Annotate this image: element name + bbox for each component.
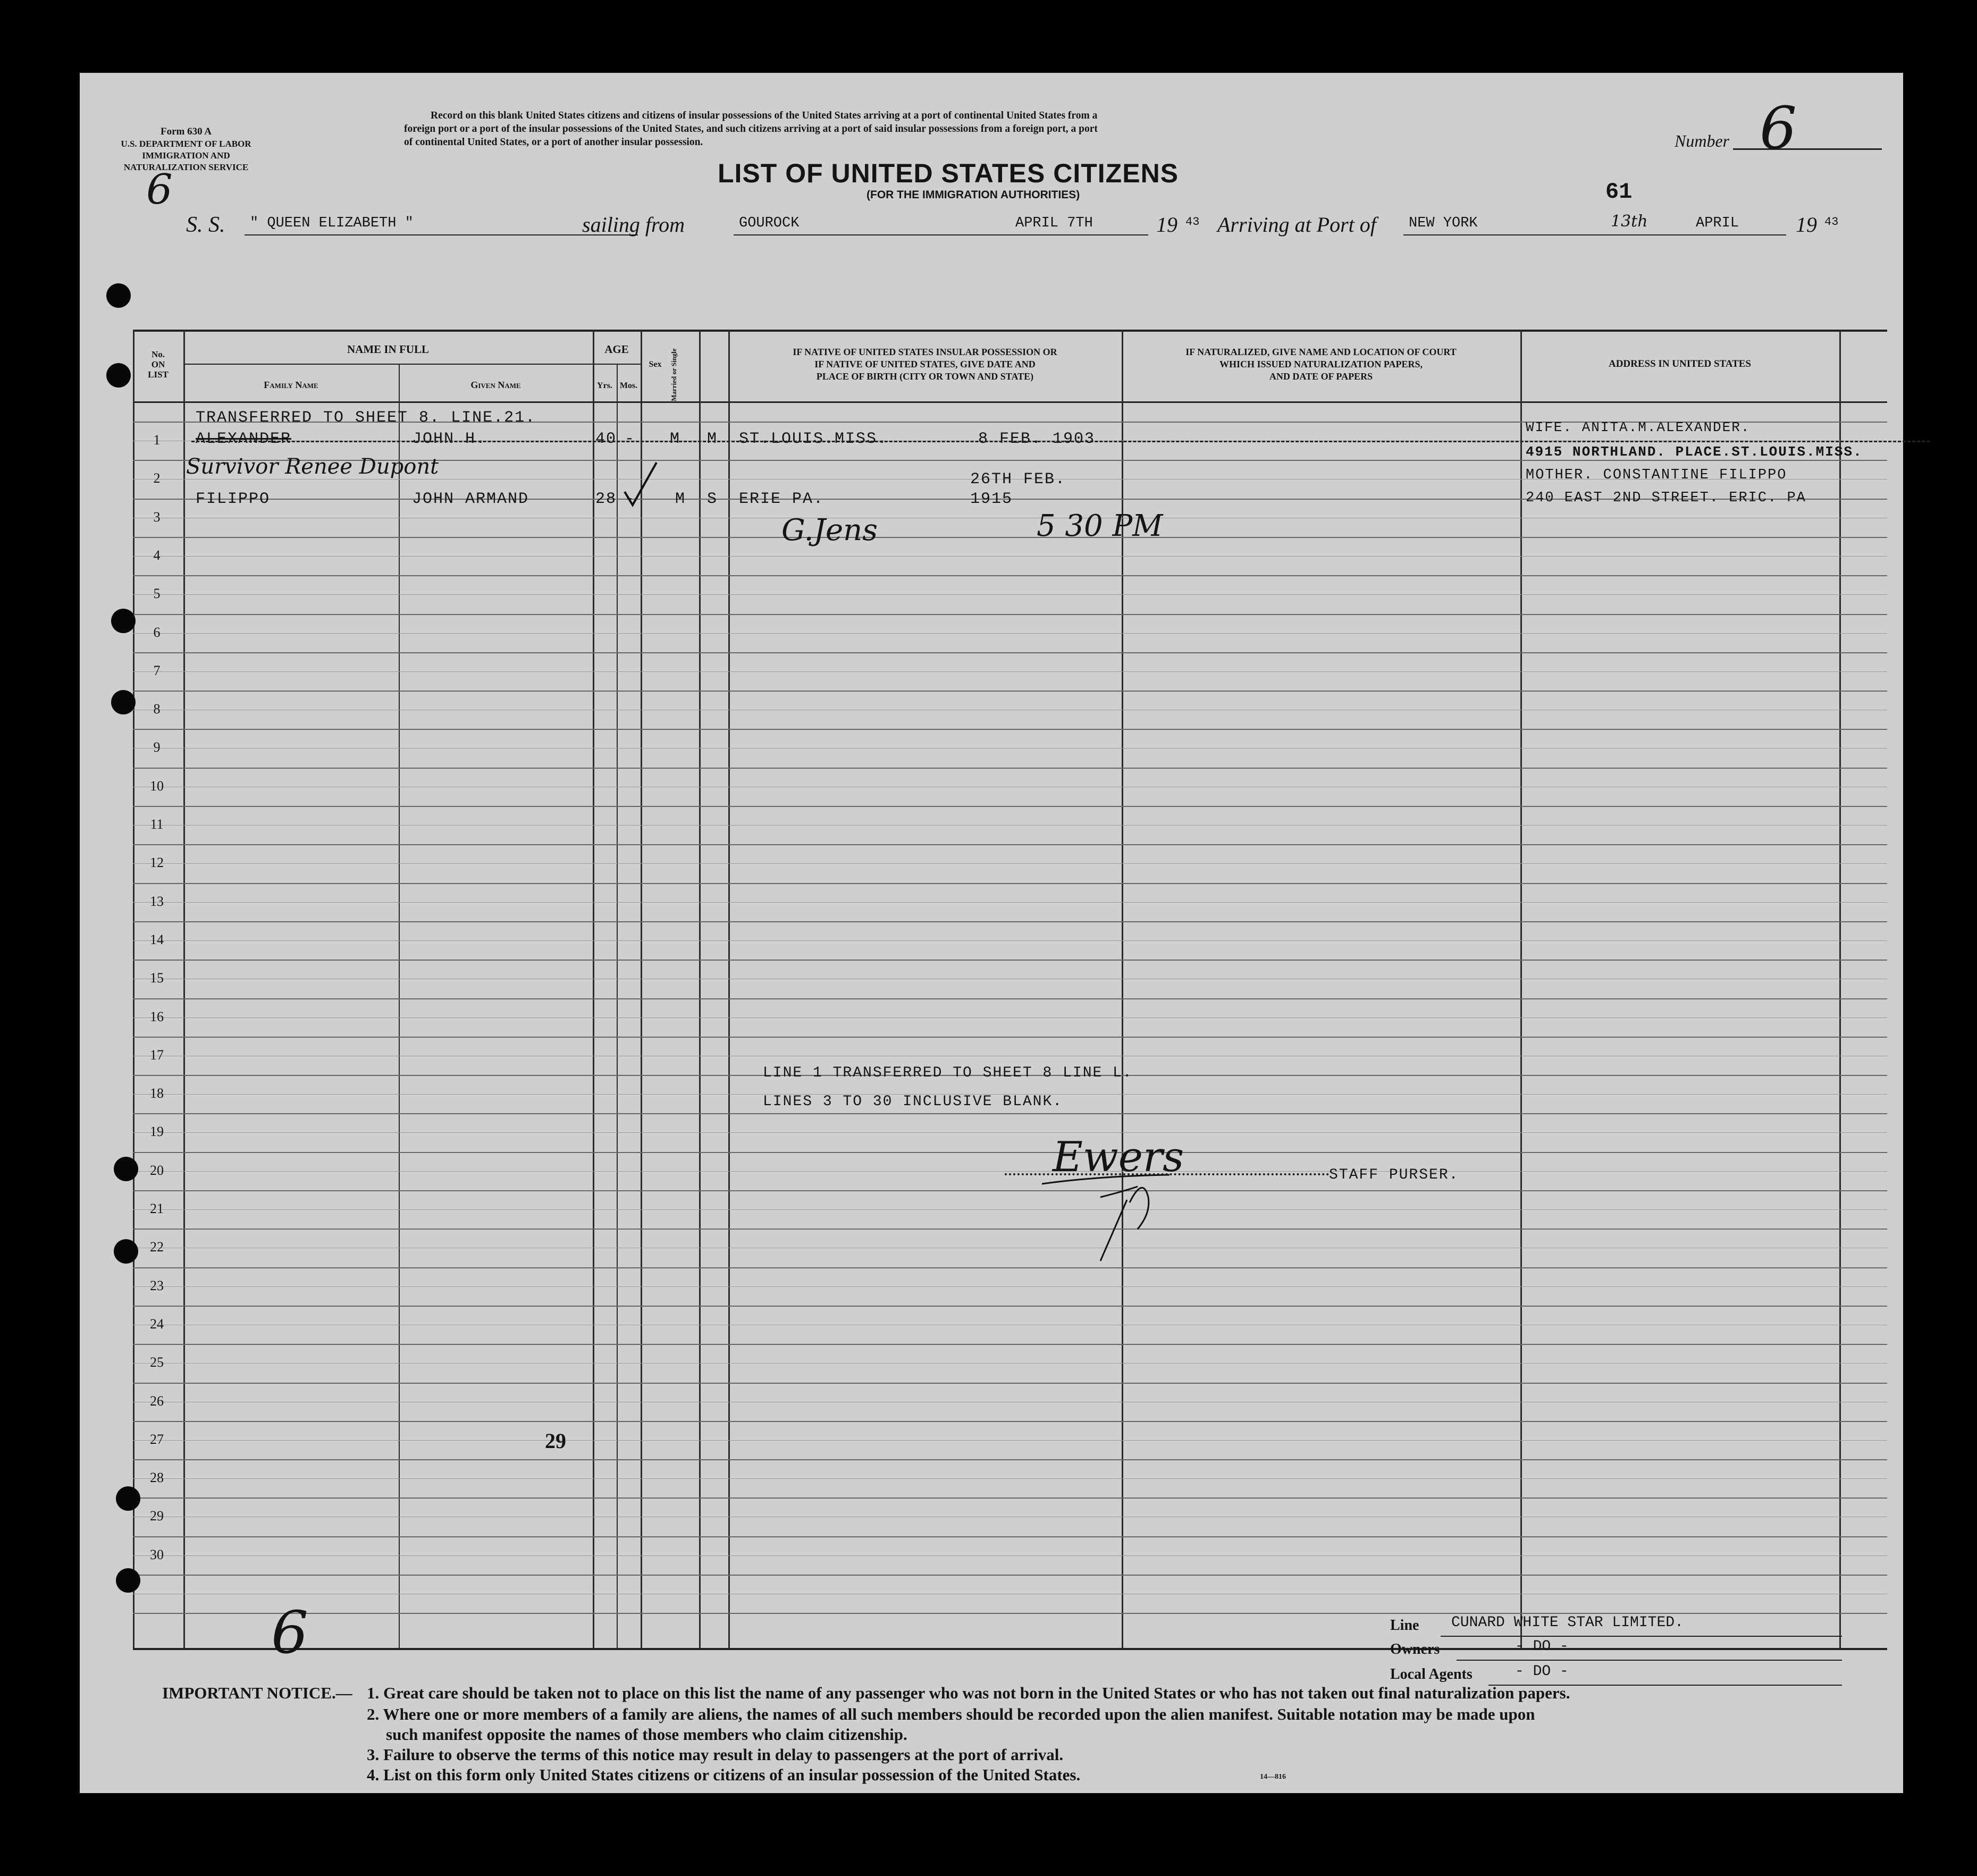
col-header-naturalized-3: AND DATE OF PAPERS: [1269, 371, 1373, 382]
row-subrule: [133, 825, 1887, 826]
row-subrule: [133, 633, 1887, 634]
row1-address-1: WIFE. ANITA.M.ALEXANDER.: [1526, 419, 1751, 435]
col-header-address: ADDRESS IN UNITED STATES: [1608, 358, 1751, 369]
row-subrule: [133, 671, 1887, 672]
notice-3: 3. Failure to observe the terms of this notice may result in delay to passengers at the port of arrival.: [367, 1745, 1064, 1764]
row-rule: [133, 1575, 1887, 1576]
department-line-3: NATURALIZATION SERVICE: [123, 162, 249, 172]
row-subrule: [133, 1478, 1887, 1479]
purser-signature: Ewers: [1053, 1133, 1184, 1181]
row-number: 16: [150, 1009, 164, 1024]
row2-family: FILIPPO: [196, 490, 271, 508]
agents-value: - DO -: [1515, 1663, 1569, 1680]
manifest-sheet: [80, 73, 1903, 1793]
hand-initials: G.Jens: [781, 513, 878, 548]
row-number: 13: [150, 894, 164, 909]
print-code: 14—816: [1260, 1773, 1286, 1781]
col-header-sex: Sex: [649, 360, 662, 369]
arrival-port: NEW YORK: [1409, 215, 1478, 231]
row2-mos: -: [625, 490, 636, 508]
row-rule: [133, 1613, 1887, 1614]
note-line-1: LINE 1 TRANSFERRED TO SHEET 8 LINE L.: [763, 1065, 1133, 1081]
row-subrule: [133, 1171, 1887, 1172]
col-divider-birth: [728, 330, 730, 1648]
row-number: 2: [153, 470, 161, 486]
punch-hole: [106, 363, 131, 388]
form-number: Form 630 A: [160, 126, 212, 137]
row-subrule: [133, 556, 1887, 557]
arrival-month: APRIL: [1696, 215, 1739, 231]
page-title: LIST OF UNITED STATES CITIZENS: [718, 158, 1179, 188]
notice-2-cont: such manifest opposite the names of those members who claim citizenship.: [386, 1725, 907, 1744]
col-header-mos: Mos.: [619, 381, 638, 390]
row-rule: [133, 844, 1887, 845]
footer-hand-six: 6: [271, 1599, 308, 1667]
col-header-given: Given Name: [470, 380, 521, 390]
row1-given: JOHN H.: [412, 430, 487, 448]
row-rule: [133, 614, 1887, 615]
row-rule: [133, 1152, 1887, 1153]
col-header-yrs: Yrs.: [597, 381, 612, 390]
col-header-naturalized-1: IF NATURALIZED, GIVE NAME AND LOCATION OF COURT: [1185, 347, 1457, 357]
row-number: 9: [153, 739, 161, 755]
row1-family: ALEXANDER: [196, 430, 292, 448]
col-header-married: Married or Single: [670, 348, 678, 401]
total-count: 29: [545, 1429, 566, 1453]
row-subrule: [133, 1286, 1887, 1287]
stamp-number: 61: [1605, 179, 1633, 205]
col-header-birth: [731, 346, 1119, 383]
row-number: 23: [150, 1278, 164, 1293]
row-number: 25: [150, 1355, 164, 1370]
depart-date: APRIL 7TH: [1015, 215, 1093, 231]
row-number: 8: [153, 701, 161, 717]
line-underline: [1441, 1636, 1842, 1637]
col-divider-end: [1839, 330, 1841, 1648]
row-rule: [133, 1267, 1887, 1268]
depart-year: 43: [1185, 215, 1200, 229]
ss-label: S. S.: [186, 213, 225, 237]
notice-1: 1. Great care should be taken not to place on this list the name of any passenger who was not born in the United States or who has not taken out final naturalization papers.: [367, 1684, 1570, 1702]
row-rule: [133, 1344, 1887, 1345]
col-header-no: [133, 349, 183, 380]
row-rule: [133, 652, 1887, 653]
row-number: 17: [150, 1047, 164, 1063]
col-divider-address: [1520, 330, 1522, 1648]
col-header-no-1: No.: [151, 349, 165, 359]
row-number: 12: [150, 855, 164, 870]
punch-hole: [116, 1486, 140, 1511]
row-number: 5: [153, 586, 161, 601]
number-value: 6: [1760, 94, 1797, 162]
row-number: 3: [153, 509, 161, 525]
row-subrule: [133, 1017, 1887, 1018]
row-rule: [133, 1459, 1887, 1460]
row2-hand-note: Survivor Renee Dupont: [186, 455, 439, 479]
row-subrule: [133, 1440, 1887, 1441]
department-line-2: IMMIGRATION AND: [142, 150, 230, 161]
row-number: 20: [150, 1163, 164, 1178]
row-rule: [133, 537, 1887, 538]
arrival-year: 43: [1824, 215, 1839, 229]
row-number: 10: [150, 778, 164, 794]
col-header-age: AGE: [604, 343, 629, 356]
col-header-birth-2: IF NATIVE OF UNITED STATES, GIVE DATE AND: [814, 359, 1036, 369]
arriving-label: Arriving at Port of: [1217, 213, 1376, 237]
col-divider-family: [183, 330, 185, 1648]
row-number: 24: [150, 1316, 164, 1332]
punch-hole: [106, 283, 131, 308]
instruction-line-1: Record on this blank United States citizens and citizens of insular possessions of the United States arriving at a port of continental United States from a: [431, 110, 1098, 121]
notice-4: 4. List on this form only United States citizens or citizens of an insular possession of the United States.: [367, 1765, 1081, 1784]
transfer-note-text: TRANSFERRED TO SHEET 8. LINE.21.: [196, 409, 536, 427]
col-header-name-in-full: NAME IN FULL: [347, 343, 429, 356]
owners-label: Owners: [1390, 1641, 1440, 1658]
row2-address-2: 240 EAST 2ND STREET. ERIC. PA: [1526, 490, 1806, 506]
from-port: GOUROCK: [739, 215, 800, 231]
row-number: 22: [150, 1239, 164, 1255]
row-number: 26: [150, 1393, 164, 1409]
row-rule: [133, 729, 1887, 730]
row-number: 30: [150, 1547, 164, 1562]
table-top-border: [133, 330, 1887, 332]
row-rule: [133, 1421, 1887, 1422]
row-number: 18: [150, 1086, 164, 1101]
row-subrule: [133, 1363, 1887, 1364]
agents-label: Local Agents: [1390, 1666, 1473, 1682]
row2-sex: M: [675, 490, 686, 508]
year-prefix-depart: 19: [1156, 213, 1177, 237]
date-underline: [1005, 234, 1148, 235]
ship-underline: [245, 234, 638, 235]
col-header-family: Family Name: [264, 380, 318, 390]
row2-place: ERIE PA.: [739, 490, 825, 508]
row-number: 11: [150, 817, 164, 832]
row-number: 14: [150, 932, 164, 947]
ship-name: " QUEEN ELIZABETH ": [250, 215, 414, 231]
department-line-1: U.S. DEPARTMENT OF LABOR: [121, 139, 251, 149]
row-rule: [133, 691, 1887, 692]
row-number: 7: [153, 663, 161, 678]
row-number: 15: [150, 970, 164, 986]
row-subrule: [133, 1555, 1887, 1556]
row1-strike-line: [191, 441, 1930, 442]
row-subrule: [133, 1132, 1887, 1133]
instruction-line-3: of continental United States, or a port of another insular possession.: [404, 137, 703, 148]
row-number: 4: [153, 548, 161, 563]
col-divider-ms: [699, 330, 701, 1648]
row-rule: [133, 1190, 1887, 1191]
col-divider-age: [593, 330, 594, 1648]
row-rule: [133, 806, 1887, 807]
row1-ms: M: [707, 430, 718, 448]
row-rule: [133, 1498, 1887, 1499]
punch-hole: [111, 690, 136, 714]
col-header-no-2: ON: [151, 359, 165, 369]
name-subheader-line: [183, 364, 593, 365]
row-rule: [133, 998, 1887, 999]
instruction-line-2: foreign port or a port of the insular possessions of the United States, and such citizens arriving at a port of said insular possessions from a foreign port, a port: [404, 123, 1098, 134]
table-header-bottom: [133, 401, 1887, 403]
row-rule: [133, 1037, 1887, 1038]
hand-time: 5 30 PM: [1037, 509, 1163, 543]
row-rule: [133, 1383, 1887, 1384]
row1-mos: -: [625, 430, 636, 448]
row1-age: 40: [595, 430, 617, 448]
notice-title: IMPORTANT NOTICE.—: [162, 1684, 352, 1702]
page-subtitle: (FOR THE IMMIGRATION AUTHORITIES): [866, 189, 1080, 201]
port-underline: [1403, 234, 1690, 235]
owners-underline: [1457, 1660, 1842, 1661]
month-underline: [1690, 234, 1786, 235]
line-value: CUNARD WHITE STAR LIMITED.: [1451, 1614, 1684, 1631]
punch-hole: [116, 1568, 140, 1593]
row-number: 28: [150, 1470, 164, 1485]
row2-given: JOHN ARMAND: [412, 490, 529, 508]
col-divider-no: [133, 330, 134, 1648]
row-number: 27: [150, 1432, 164, 1447]
punch-hole: [114, 1157, 138, 1181]
row-number: 6: [153, 625, 161, 640]
row1-place: ST.LOUIS.MISS.: [739, 430, 888, 448]
table-bottom-border: [133, 1648, 1887, 1650]
row1-sex: M: [670, 430, 681, 448]
row-rule: [133, 921, 1887, 922]
row-number: 21: [150, 1201, 164, 1216]
row-subrule: [133, 1209, 1887, 1210]
row1-date: 8 FEB. 1903: [978, 430, 1096, 448]
col-header-birth-3: PLACE OF BIRTH (CITY OR TOWN AND STATE): [816, 371, 1034, 382]
arrival-day: 13th: [1611, 212, 1648, 231]
note-line-2: LINES 3 TO 30 INCLUSIVE BLANK.: [763, 1093, 1063, 1110]
row-number: 19: [150, 1124, 164, 1139]
margin-mark: 6: [146, 166, 173, 214]
row-rule: [133, 1113, 1887, 1114]
year-prefix-arrive: 19: [1796, 213, 1817, 237]
row-subrule: [133, 863, 1887, 864]
col-divider-sex: [641, 330, 642, 1648]
row-subrule: [133, 940, 1887, 941]
row-rule: [133, 1536, 1887, 1537]
signature-flourish-icon: [1037, 1165, 1207, 1266]
punch-hole: [114, 1239, 138, 1264]
col-header-birth-1: IF NATIVE OF UNITED STATES INSULAR POSSESSION OR: [793, 347, 1057, 357]
row-subrule: [133, 902, 1887, 903]
col-header-naturalized: [1124, 346, 1518, 383]
row-rule: [133, 1229, 1887, 1230]
col-header-no-3: LIST: [148, 369, 169, 380]
row2-ms: S: [707, 490, 718, 508]
line-label: Line: [1390, 1617, 1419, 1634]
number-underline: [1733, 148, 1882, 150]
owners-value: - DO -: [1515, 1638, 1569, 1655]
notice-2: 2. Where one or more members of a family are aliens, the names of all such members should be recorded upon the alien manifest. Suitable notation may be made upon: [367, 1705, 1535, 1723]
row-subrule: [133, 594, 1887, 595]
row-number: 1: [153, 432, 161, 448]
sailing-label: sailing from: [582, 213, 685, 237]
number-label: Number: [1675, 131, 1730, 150]
row-rule: [133, 1306, 1887, 1307]
row-rule: [133, 575, 1887, 576]
row-rule: [133, 960, 1887, 961]
row-number: 29: [150, 1508, 164, 1524]
row2-age: 28: [595, 490, 617, 508]
purser-label: STAFF PURSER.: [1329, 1167, 1459, 1183]
row1-address-2: 4915 NORTHLAND. PLACE.ST.LOUIS.MISS.: [1526, 444, 1863, 460]
row2-date-2: 1915: [970, 490, 1013, 508]
col-header-naturalized-2: WHICH ISSUED NATURALIZATION PAPERS,: [1219, 359, 1423, 369]
row-rule: [133, 883, 1887, 884]
row2-address-1: MOTHER. CONSTANTINE FILIPPO: [1526, 467, 1787, 483]
row-rule: [133, 768, 1887, 769]
punch-hole: [111, 609, 136, 633]
row2-date-1: 26TH FEB.: [970, 470, 1066, 489]
